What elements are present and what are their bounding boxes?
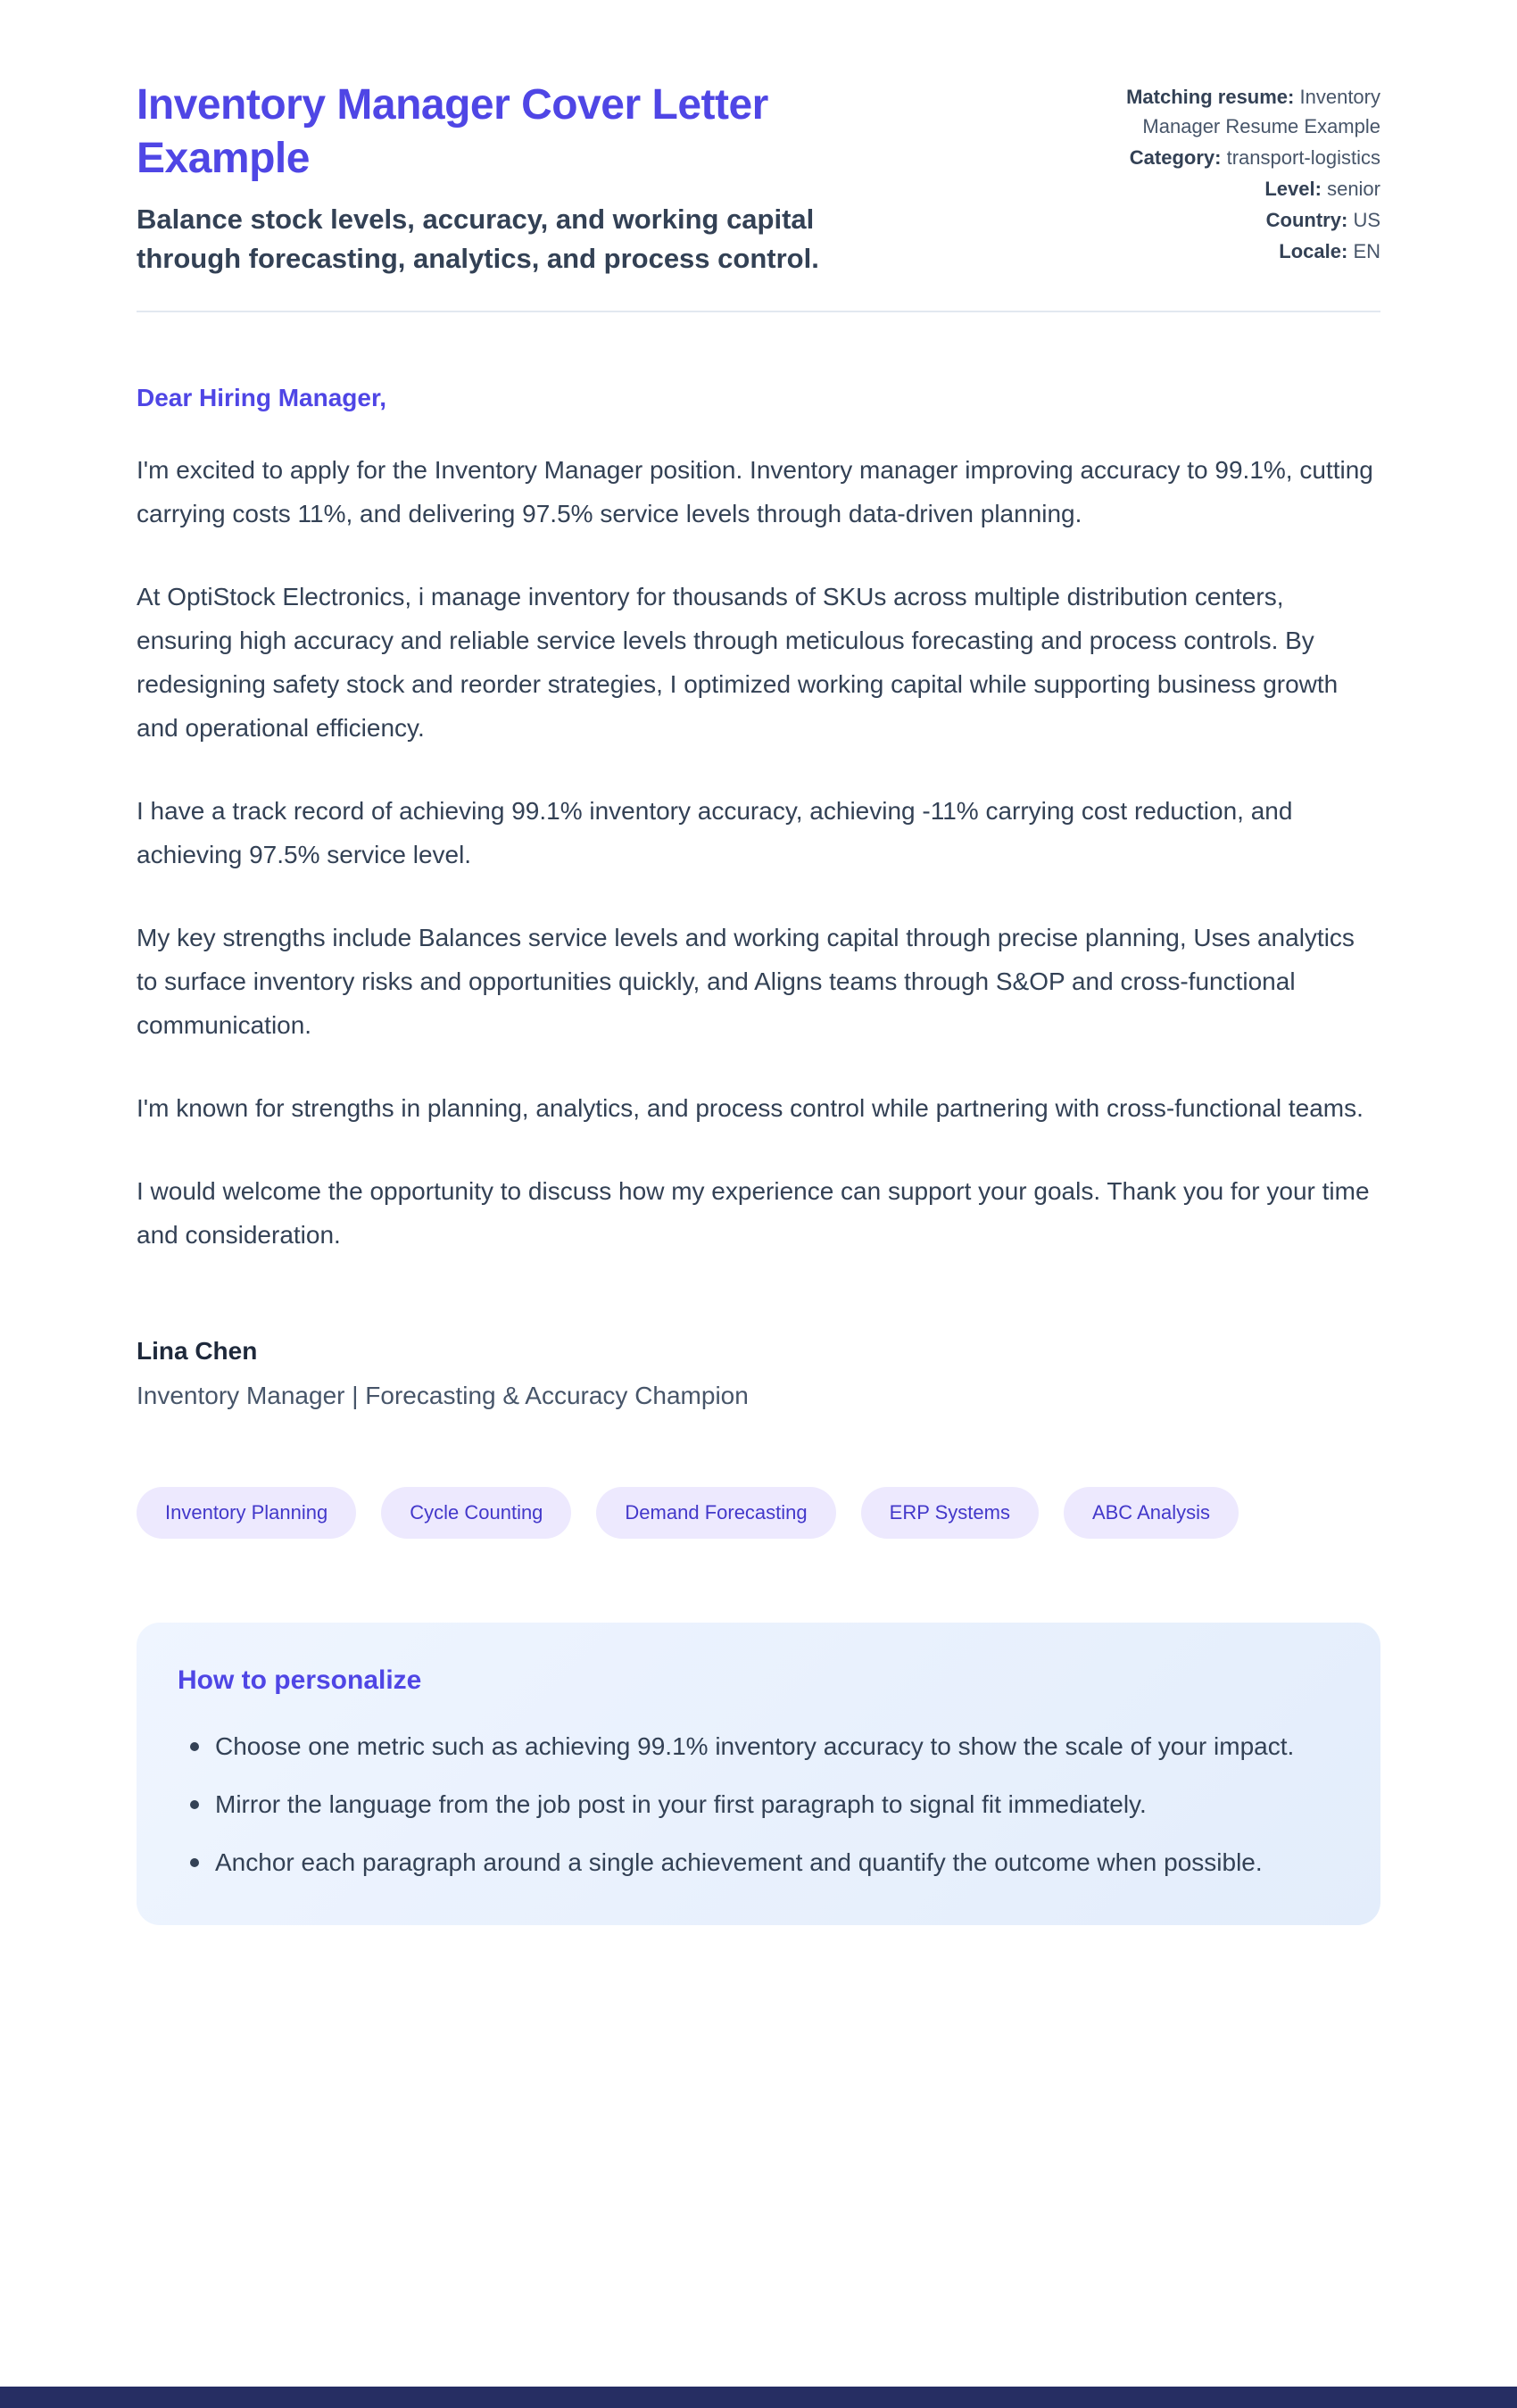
meta-value: transport-logistics [1226,146,1380,169]
meta-value: US [1353,209,1380,231]
letter-body [137,384,1380,1410]
letter-paragraph: I'm known for strengths in planning, analytics, and process control while partnering with cross-functional teams. [137,1094,1364,1123]
letter-paragraph: I would welcome the opportunity to discuss how my experience can support your goals. Thank you for your time and consideration. [137,1177,1370,1250]
meta-label: Matching resume: [1126,86,1295,108]
tag-chip-abc-analysis[interactable]: ABC Analysis [1064,1487,1239,1539]
page-title: Inventory Manager Cover Letter Example [137,81,768,182]
meta-row-category [1122,143,1380,172]
footer-bar [0,2387,1517,2408]
page-header [137,79,1380,312]
signature-name: Lina Chen [137,1337,258,1366]
meta-label: Locale: [1279,240,1348,262]
meta-label: Level: [1264,178,1322,200]
meta-label: Country: [1265,209,1348,231]
letter-paragraph: At OptiStock Electronics, i manage inventory for thousands of SKUs across multiple distribution centers, ensuring high accuracy and reliable service levels through meticulous forecasting and process controls. By redesigning safety stock and reorder strategies, I optimized working capital while supporting business growth and operational efficiency. [137,583,1339,743]
meta-value: Inventory Manager Resume Example [1142,86,1380,137]
personalize-title: How to personalize [178,1665,422,1696]
tag-chip-cycle-counting[interactable]: Cycle Counting [381,1487,571,1539]
meta-panel [1122,79,1380,268]
letter-paragraph: I have a track record of achieving 99.1% inventory accuracy, achieving -11% carrying cost reduction, and achieving 97.5% service level. [137,797,1293,869]
meta-row-level [1122,174,1380,203]
meta-row-locale [1122,237,1380,266]
signature-block [137,1337,1380,1410]
personalize-panel [137,1623,1380,1925]
tag-chip-erp-systems[interactable]: ERP Systems [861,1487,1039,1539]
meta-label: Category: [1129,146,1222,169]
page-subtitle: Balance stock levels, accuracy, and working capital through forecasting, analytics, and process control. [137,203,819,275]
tag-list [137,1487,1380,1539]
personalize-tip: Choose one metric such as achieving 99.1% inventory accuracy to show the scale of your impact. [178,1724,1339,1768]
letter-paragraph: I'm excited to apply for the Inventory Manager position. Inventory manager improving accuracy to 99.1%, cutting carrying costs 11%, and delivering 97.5% service levels through data-driven planning. [137,456,1373,528]
personalize-tip-list [178,1724,1339,1884]
meta-row-country [1122,205,1380,235]
signature-title: Inventory Manager | Forecasting & Accuracy Champion [137,1382,749,1410]
tag-chip-demand-forecasting[interactable]: Demand Forecasting [596,1487,835,1539]
tag-chip-inventory-planning[interactable]: Inventory Planning [137,1487,356,1539]
meta-value: EN [1353,240,1380,262]
meta-row-matching-resume [1122,82,1380,141]
header-left [137,79,922,278]
salutation: Dear Hiring Manager, [137,384,387,412]
meta-value: senior [1327,178,1380,200]
content-container [137,0,1380,1925]
letter-paragraph: My key strengths include Balances service levels and working capital through precise planning, Uses analytics to surface inventory risks and opportunities quickly, and Aligns teams through S&OP and cross-functional communication. [137,924,1355,1040]
personalize-tip: Mirror the language from the job post in your first paragraph to signal fit immediately. [178,1782,1339,1826]
personalize-tip: Anchor each paragraph around a single achievement and quantify the outcome when possible. [178,1840,1339,1884]
